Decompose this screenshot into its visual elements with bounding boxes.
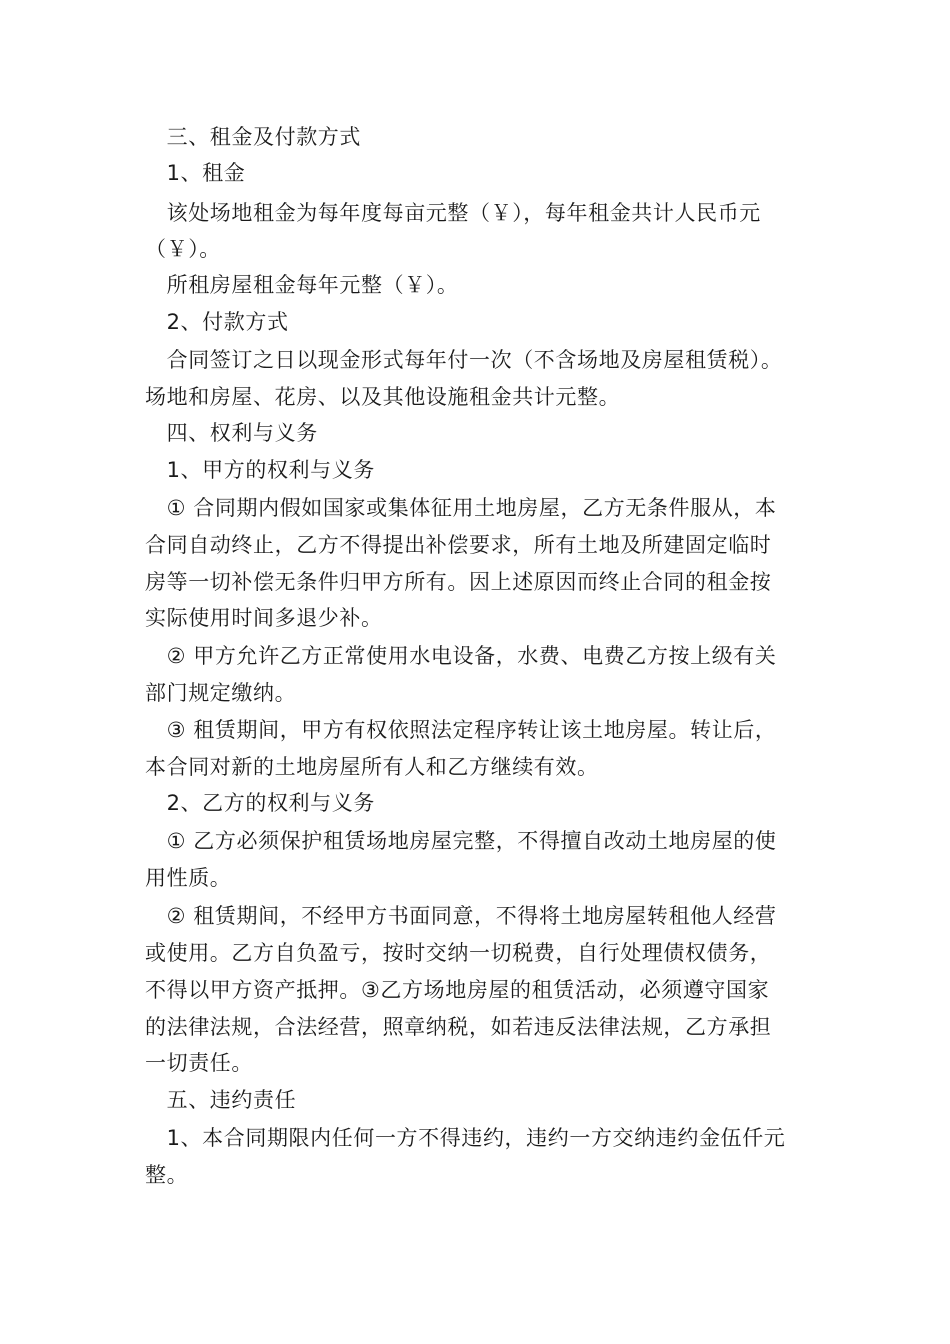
section-heading-rights-obligations: 四、权利与义务 [145,421,318,445]
subheading-rent: 1、租金 [145,161,246,185]
paragraph-line: 合同自动终止，乙方不得提出补偿要求，所有土地及所建固定临时 [145,533,772,557]
paragraph-line: 的法律法规，合法经营，照章纳税，如若违反法律法规，乙方承担 [145,1015,772,1039]
paragraph-line: （￥）。 [145,237,221,261]
paragraph-line: ③ 租赁期间，甲方有权依照法定程序转让该土地房屋。转让后， [145,718,777,742]
paragraph-line: ① 合同期内假如国家或集体征用土地房屋，乙方无条件服从，本 [145,496,777,520]
subheading-party-a: 1、甲方的权利与义务 [145,458,375,482]
paragraph-line: 1、本合同期限内任何一方不得违约，违约一方交纳违约金伍仟元 [145,1126,786,1150]
paragraph-line: 一切责任。 [145,1051,253,1075]
paragraph-line: 本合同对新的土地房屋所有人和乙方继续有效。 [145,755,599,779]
paragraph-line: 部门规定缴纳。 [145,681,297,705]
subheading-payment-method: 2、付款方式 [145,310,289,334]
paragraph-line: 合同签订之日以现金形式每年付一次（不含场地及房屋租赁税）。 [145,348,783,372]
subheading-party-b: 2、乙方的权利与义务 [145,791,375,815]
paragraph-line: ② 甲方允许乙方正常使用水电设备，水费、电费乙方按上级有关 [145,644,777,668]
section-heading-rent-payment: 三、租金及付款方式 [145,125,361,149]
paragraph-line: 不得以甲方资产抵押。③乙方场地房屋的租赁活动，必须遵守国家 [145,978,770,1002]
paragraph-line: 实际使用时间多退少补。 [145,606,383,630]
paragraph-line: 或使用。乙方自负盈亏，按时交纳一切税费，自行处理债权债务， [145,941,772,965]
paragraph-line: 房等一切补偿无条件归甲方所有。因上述原因而终止合同的租金按 [145,570,772,594]
paragraph-line: 该处场地租金为每年度每亩元整（￥），每年租金共计人民币元 [145,201,761,225]
paragraph-line: ② 租赁期间，不经甲方书面同意，不得将土地房屋转租他人经营 [145,904,777,928]
paragraph-line: 所租房屋租金每年元整（￥）。 [145,273,459,297]
section-heading-breach: 五、违约责任 [145,1088,297,1112]
paragraph-line: 用性质。 [145,866,232,890]
paragraph-line: ① 乙方必须保护租赁场地房屋完整，不得擅自改动土地房屋的使 [145,829,777,853]
paragraph-line: 场地和房屋、花房、以及其他设施租金共计元整。 [145,385,621,409]
paragraph-line: 整。 [145,1163,189,1187]
